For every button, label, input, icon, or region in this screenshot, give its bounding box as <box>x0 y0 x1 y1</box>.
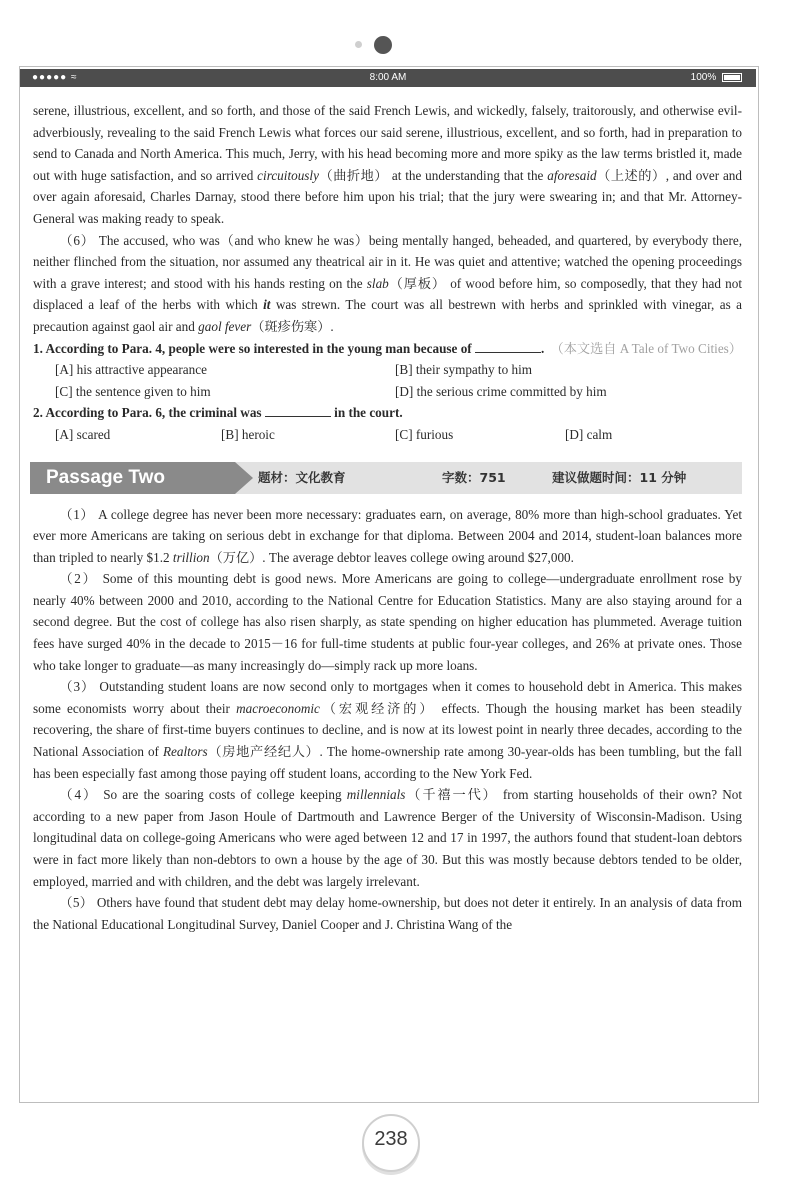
passage-one-paragraph-6 <box>33 230 742 338</box>
option-d[interactable]: [D] calm <box>565 426 613 442</box>
italic-term: millennials <box>346 787 406 803</box>
question-1-stem-end: . <box>541 340 545 356</box>
italic-term: aforesaid <box>547 167 597 183</box>
question-2 <box>33 402 742 424</box>
option-c[interactable]: [C] furious <box>395 426 454 442</box>
text-run: （宏观经济的） effects. Though the housing market has been steadily recovering, the share of first-time buyers continues to decline, and is now at its lowest point in nearly three decades, according to the National Association of <box>33 700 742 760</box>
camera-indicator <box>355 36 415 54</box>
italic-term: circuitously <box>257 167 319 183</box>
text-run: （厚板） of wood before him, so composedly, that they had not displaced a leaf of the herbs with which <box>33 275 742 313</box>
text-run: （4） So are the soaring costs of college keeping <box>59 787 347 803</box>
question-1-options-row-2 <box>55 381 742 403</box>
italic-term: it <box>263 297 271 313</box>
passage-two-paragraph-4 <box>33 784 742 892</box>
page-number: 238 <box>374 1128 408 1150</box>
text-run: （房地产经纪人）. The home-ownership rate among 30-year-olds has been tumbling, but the fall has been especially fast among those paying off student loans, according to the New York Fed. <box>33 744 742 781</box>
banner-arrow-shape <box>235 462 253 494</box>
passage-one-paragraph-5-continued <box>33 100 742 230</box>
text-run: serene, illustrious, excellent, and so forth, and those of the said French Lewis, and wickedly, falsely, traitorously, and otherwise evil-adverbiously, revealing to the said French Lewis what forces our said serene, illustrious, excellent, and so forth, had in preparation to send to Canada and North America. This much, Jerry, with his head becoming more and more spiky as the law terms bristled it, made out with huge satisfaction, and so arrived <box>33 103 742 183</box>
option-b[interactable]: [B] heroic <box>221 426 275 442</box>
option-a[interactable]: [A] scared <box>55 426 111 442</box>
status-time: 8:00 AM <box>369 72 407 83</box>
battery-icon <box>722 73 742 82</box>
status-bar <box>20 69 756 87</box>
passage-two-paragraph-1 <box>33 504 742 569</box>
passage-topic: 题材：文化教育 <box>258 469 346 485</box>
text-run: （万亿）. The average debtor leaves college owing around $27,000. <box>209 549 574 565</box>
text-run: was strewn. The court was all bestrewn with herbs and sprinkled with vinegar, as a precaution against gaol air and <box>33 297 742 334</box>
text-run: （千禧一代） from starting households of their own? Not according to a new paper from Jason Houle of Dartmouth and Lawrence Berger of the University of Wisconsin-Madison. Using longitudinal data on college-going Americans who were aged between 12 and 17 in 1997, the authors found that student-loan debtors were in fact more likely than non-debtors to own a house by the age of 30. But this was mostly because debtors tended to be older, employed, married and with children, and the debt was largely irrelevant. <box>33 787 743 889</box>
text-run: （上述的）, and over and over again aforesaid, Charles Darnay, stood there before him upon his trial; that the jury were swearing in; and that Mr. Attorney-General was making ready to speak. <box>33 167 742 226</box>
text-run: （曲折地） at the understanding that the <box>318 167 548 183</box>
camera-dot-small <box>355 41 362 48</box>
text-run: （3） Outstanding student loans are now second only to mortgages when it comes to household debt in America. This makes some economists worry about their <box>33 679 742 716</box>
text-run: （2） Some of this mounting debt is good news. More Americans are going to college—undergraduate enrollment rose by nearly 40% between 2000 and 2010, according to the National Centre for Education Statistics. Many are also staying around for a second degree. But the cost of college has also risen sharply, as state spending on higher education has plummeted. Average tuition fees have surged 40% in the decade to 2015－16 for full-time students at public four-year colleges, and 26% at private ones. Those who take longer to graduate—as many increasingly do—simply rack up more loans. <box>33 571 742 673</box>
page-content <box>33 100 742 935</box>
option-d[interactable]: [D] the serious crime committed by him <box>395 383 607 399</box>
question-1-options-row-1 <box>55 359 742 381</box>
passage-two-title: Passage Two <box>30 462 235 494</box>
question-2-stem-end: in the court. <box>330 405 403 421</box>
battery-status <box>691 69 742 87</box>
signal-wifi-icon: ●●●●● ≈ <box>32 72 78 83</box>
italic-term: macroeconomic <box>236 700 320 716</box>
suggested-time: 建议做题时间：11 分钟 <box>552 469 687 485</box>
passage-two-paragraph-3 <box>33 676 742 784</box>
question-2-stem: 2. According to Para. 6, the criminal was <box>33 405 265 421</box>
passage-two-banner <box>30 462 742 494</box>
italic-term: trillion <box>172 549 210 565</box>
question-2-options <box>55 424 742 446</box>
option-c[interactable]: [C] the sentence given to him <box>55 383 211 399</box>
camera-dot-large <box>374 36 392 54</box>
text-run: （5） Others have found that student debt may delay home-ownership, but does not deter it entirely. In an analysis of data from the National Educational Longitudinal Survey, Daniel Cooper and J. Christina Wang of the <box>33 895 742 932</box>
option-a[interactable]: [A] his attractive appearance <box>55 362 207 378</box>
source-citation: （本文选自 A Tale of Two Cities） <box>550 340 742 356</box>
question-1-stem: 1. According to Para. 4, people were so interested in the young man because of <box>33 340 475 356</box>
italic-term: Realtors <box>162 744 208 760</box>
option-b[interactable]: [B] their sympathy to him <box>395 362 532 378</box>
passage-two-paragraph-2 <box>33 568 742 676</box>
italic-term: slab <box>366 275 389 291</box>
text-run: （6） The accused, who was（and who knew he was）being mentally hanged, beheaded, and quartered, by everybody there, neither flinched from the situation, nor assumed any theatrical air in it. He was quiet and attentive; watched the opening proceedings with a grave interest; and stood with his hands resting on the <box>33 232 742 291</box>
passage-word-count: 字数：751 <box>442 469 506 485</box>
passage-two-paragraph-5 <box>33 892 742 935</box>
battery-percent: 100% <box>690 72 717 83</box>
text-run: （斑疹伤寒）. <box>251 318 334 334</box>
italic-term: gaol fever <box>198 318 252 334</box>
answer-blank <box>265 404 331 417</box>
answer-blank <box>475 340 541 353</box>
page-number-badge <box>362 1114 420 1172</box>
text-run: （1） A college degree has never been more necessary: graduates earn, on average, 80% more than high-school graduates. Yet ever more Americans are taking on serious debt in exchange for that diploma. Between 2004 and 2014, student-loan balances more than tripled to nearly $1.2 <box>33 506 742 565</box>
